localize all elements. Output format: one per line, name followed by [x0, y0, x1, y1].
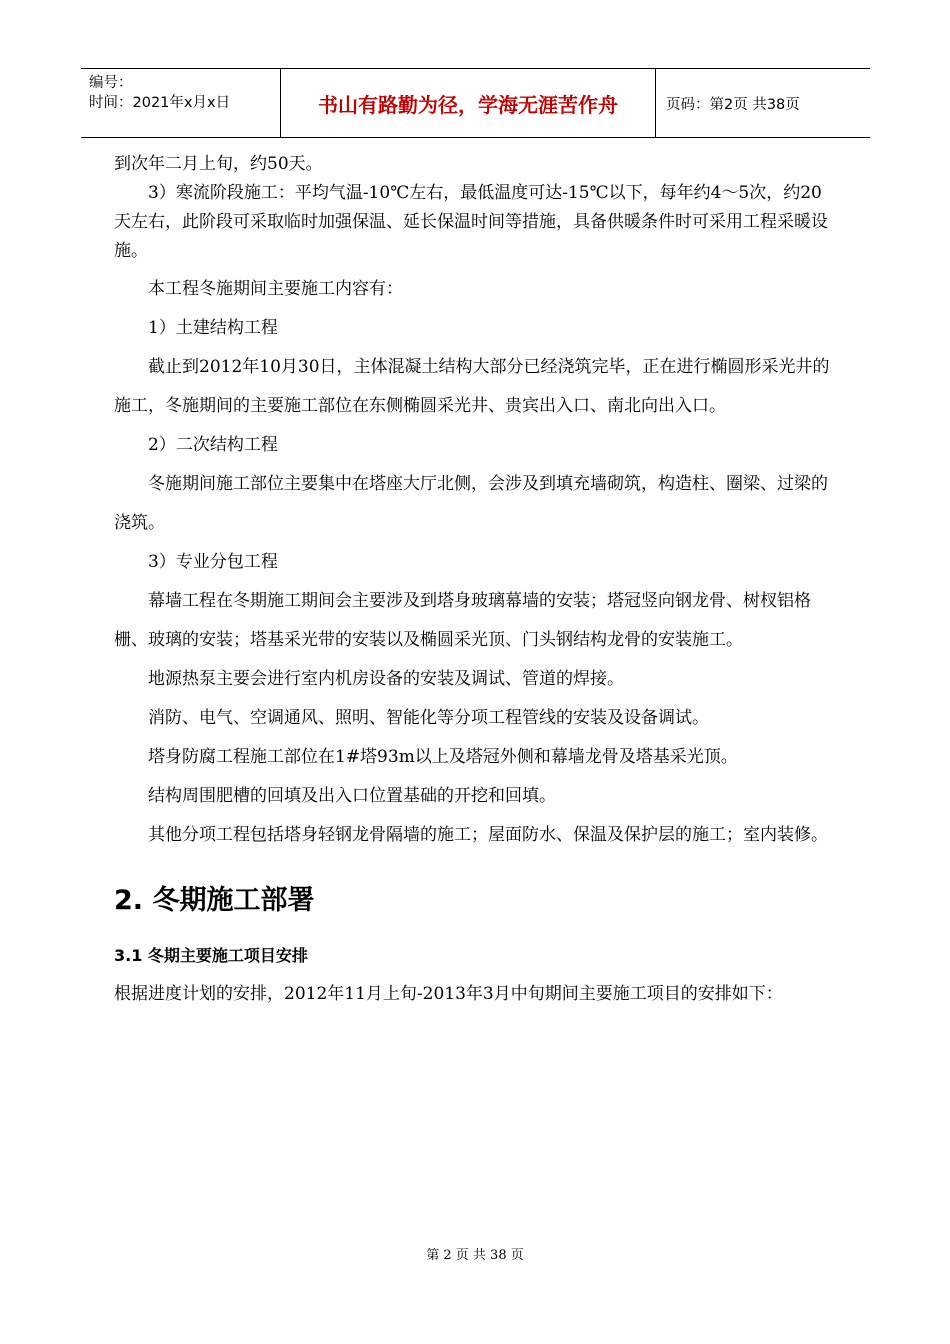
paragraph: 本工程冬施期间主要施工内容有： — [148, 279, 403, 299]
header-page-info: 页码：第2页 共38页 — [666, 96, 800, 113]
header-number-label: 编号： — [89, 75, 133, 91]
paragraph: 根据进度计划的安排，2012年11月上旬-2013年3月中旬期间主要施工项目的安排如下： — [114, 984, 783, 1004]
document-header — [81, 68, 870, 138]
header-meta — [81, 69, 281, 137]
page-footer: 第 2 页 共 38 页 — [426, 1248, 524, 1263]
list-heading: 1）土建结构工程 — [148, 318, 278, 338]
paragraph: 幕墙工程在冬期施工期间会主要涉及到塔身玻璃幕墙的安装；塔冠竖向钢龙骨、树杈铝格栅、玻璃的安装；塔基采光带的安装以及椭圆采光顶、门头钢结构龙骨的安装施工。 — [114, 591, 811, 650]
paragraph: 地源热泵主要会进行室内机房设备的安装及调试、管道的焊接。 — [148, 669, 624, 689]
paragraph: 消防、电气、空调通风、照明、智能化等分项工程管线的安装及设备调试。 — [148, 708, 709, 728]
list-heading: 3）专业分包工程 — [148, 552, 278, 572]
header-time-label: 时间：2021年x月x日 — [89, 95, 231, 111]
paragraph: 截止到2012年10月30日，主体混凝土结构大部分已经浇筑完毕，正在进行椭圆形采光井的施工，冬施期间的主要施工部位在东侧椭圆采光井、贵宾出入口、南北向出入口。 — [114, 357, 830, 416]
paragraph: 结构周围肥槽的回填及出入口位置基础的开挖和回填。 — [148, 786, 556, 806]
document-body — [114, 150, 838, 1014]
paragraph: 塔身防腐工程施工部位在1#塔93m以上及塔冠外侧和幕墙龙骨及塔基采光顶。 — [148, 747, 738, 767]
paragraph: 3）寒流阶段施工：平均气温-10℃左右，最低温度可达-15℃以下，每年约4～5次，约20天左右，此阶段可采取临时加强保温、延长保温时间等措施，具备供暖条件时可采用工程采暖设施。 — [114, 183, 828, 261]
paragraph: 其他分项工程包括塔身轻钢龙骨隔墙的施工；屋面防水、保温及保护层的施工；室内装修。 — [148, 825, 828, 845]
paragraph: 到次年二月上旬，约50天。 — [114, 154, 323, 174]
subsection-title: 3.1 冬期主要施工项目安排 — [114, 946, 308, 965]
paragraph: 冬施期间施工部位主要集中在塔座大厅北侧，会涉及到填充墙砌筑，构造柱、圈梁、过梁的浇筑。 — [114, 474, 828, 533]
header-motto: 书山有路勤为径，学海无涯苦作舟 — [281, 69, 656, 137]
section-title: 2. 冬期施工部署 — [114, 885, 315, 916]
list-heading: 2）二次结构工程 — [148, 435, 278, 455]
